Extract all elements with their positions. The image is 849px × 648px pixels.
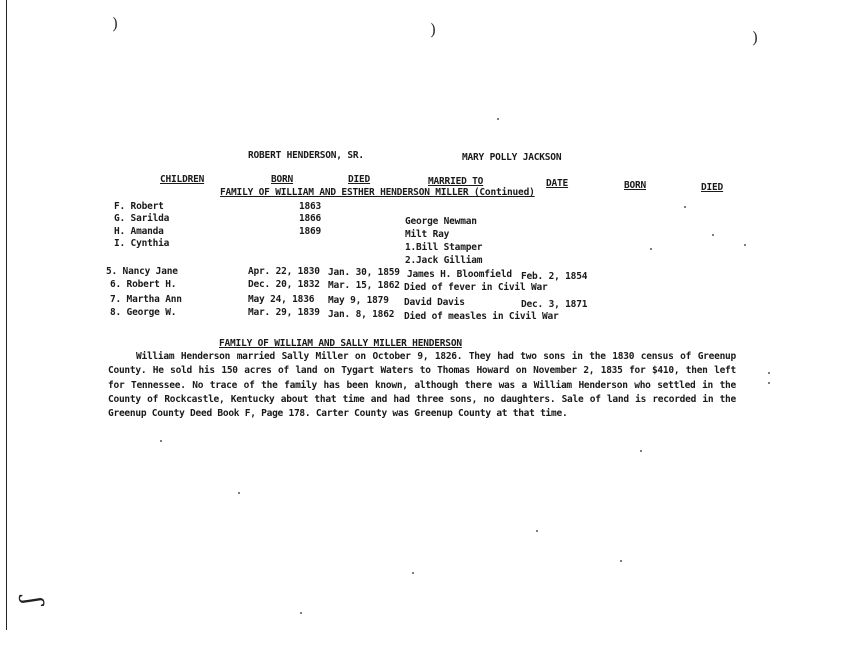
family-narrative: William Henderson married Sally Miller on October 9, 1826. They had two sons in the 1830 census of Greenup County. He sold his 150 acres of land on Tygart Waters to Thomas Howard on November 2, 1835 for $410, then left for Tennessee. No trace of the family has been known, although there was a William Henderson who settled in the County of Rockcastle, Kentucky about that time and had three sons, no daughters. Sale of land is recorded in the Greenup County Deed Book F, Page 178. Carter County was Greenup County at that time. xyxy=(108,351,736,420)
child-born: May 24, 1836 xyxy=(248,294,315,305)
speck xyxy=(684,206,686,208)
child-born: 1869 xyxy=(299,226,322,237)
child-name: F. Robert xyxy=(114,201,164,212)
speck xyxy=(640,450,642,452)
speck xyxy=(768,372,770,374)
scan-mark: ) xyxy=(430,20,437,39)
speck xyxy=(300,612,302,614)
column-date: DATE xyxy=(546,178,569,189)
child-died: Mar. 15, 1862 xyxy=(328,280,400,291)
child-name: H. Amanda xyxy=(114,226,164,237)
child-married-to: Died of fever in Civil War xyxy=(404,282,548,293)
column-born: BORN xyxy=(271,174,294,185)
section-title: FAMILY OF WILLIAM AND SALLY MILLER HENDERSON xyxy=(219,338,462,349)
speck xyxy=(620,560,622,562)
speck xyxy=(497,118,499,120)
child-name: 6. Robert H. xyxy=(110,279,177,290)
column-children: CHILDREN xyxy=(160,174,205,185)
child-died: Jan. 8, 1862 xyxy=(328,309,395,320)
speck xyxy=(412,572,414,574)
speck xyxy=(712,234,714,236)
child-name: 8. George W. xyxy=(110,307,177,318)
child-married-to: David Davis xyxy=(404,297,465,308)
speck xyxy=(238,492,240,494)
speck xyxy=(744,244,746,246)
speck xyxy=(650,248,652,250)
column-married-to: MARRIED TO xyxy=(428,176,484,187)
child-married-to: George Newman xyxy=(405,216,477,227)
child-name: 7. Martha Ann xyxy=(110,294,182,305)
husband-name: ROBERT HENDERSON, SR. xyxy=(248,150,364,161)
child-married-to: James H. Bloomfield xyxy=(407,269,512,280)
child-married-to: 1.Bill Stamper xyxy=(405,242,483,253)
wife-name: MARY POLLY JACKSON xyxy=(462,152,562,163)
child-born: 1866 xyxy=(299,213,322,224)
child-marriage-date: Dec. 3, 1871 xyxy=(521,299,588,310)
child-born: Dec. 20, 1832 xyxy=(248,279,320,290)
child-name: 5. Nancy Jane xyxy=(106,266,178,277)
scan-mark: ) xyxy=(112,14,119,33)
section-title: FAMILY OF WILLIAM AND ESTHER HENDERSON MILLER (Continued) xyxy=(220,187,535,198)
child-married-to: Died of measles in Civil War xyxy=(404,311,559,322)
child-name: G. Sarilda xyxy=(114,213,170,224)
speck xyxy=(768,382,770,384)
scan-edge-line xyxy=(6,0,7,630)
scan-mark: ʃ xyxy=(15,596,46,604)
child-born: Apr. 22, 1830 xyxy=(248,266,320,277)
child-name: I. Cynthia xyxy=(114,238,170,249)
child-marriage-date: Feb. 2, 1854 xyxy=(521,271,588,282)
child-died: May 9, 1879 xyxy=(328,295,389,306)
child-died: Jan. 30, 1859 xyxy=(328,267,400,278)
speck xyxy=(536,530,538,532)
speck xyxy=(160,440,162,442)
column-born-2: BORN xyxy=(624,180,647,191)
column-died: DIED xyxy=(348,174,371,185)
scan-mark: ) xyxy=(752,28,759,47)
child-married-to: 2.Jack Gilliam xyxy=(405,255,483,266)
child-born: Mar. 29, 1839 xyxy=(248,307,320,318)
column-died-2: DIED xyxy=(701,182,724,193)
child-married-to: Milt Ray xyxy=(405,229,450,240)
child-born: 1863 xyxy=(299,201,322,212)
